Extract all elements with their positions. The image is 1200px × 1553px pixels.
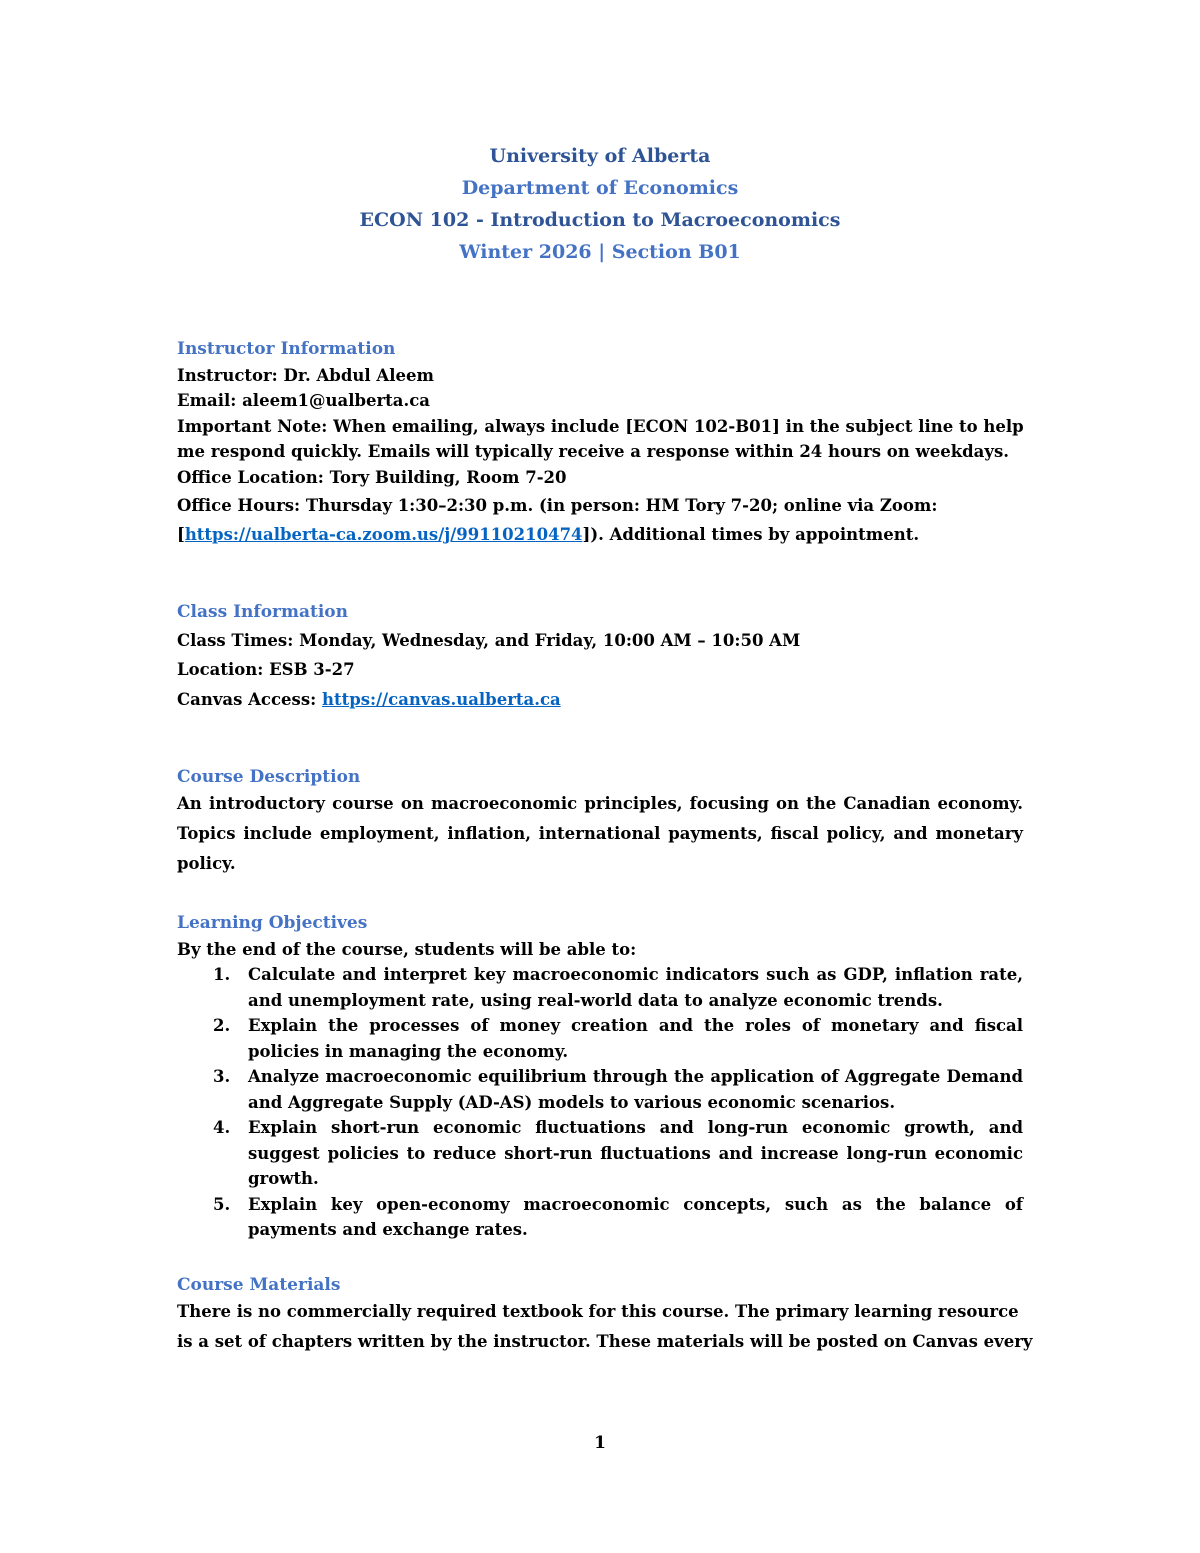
department-title: Department of Economics [461,177,739,199]
objectives-section [177,911,1023,1243]
objective-item [177,1192,1023,1243]
zoom-bracket-close: ]). Additional times by appointment. [582,524,920,544]
office-hours-line [177,493,1023,519]
materials-heading: Course Materials [177,1275,341,1295]
zoom-line [177,522,1023,548]
description-text: An introductory course on macroeconomic principles, focusing on the Canadian economy. Topics include employment, inflation, international payments, fiscal policy, and monetary policy. [177,793,1023,873]
class-info-section [177,600,1023,712]
objective-number: 1. [213,965,231,984]
objective-number: 3. [213,1067,231,1086]
objective-number: 4. [213,1118,231,1137]
materials-line-2: is a set of chapters written by the instructor. These materials will be posted on Canvas every [177,1331,1033,1351]
description-heading: Course Description [177,767,361,787]
class-info-heading: Class Information [177,602,348,622]
email-value: aleem1@ualberta.ca [242,391,430,410]
objective-item [177,962,1023,1013]
office-location-label: Office Location: [177,467,324,487]
description-section [177,765,1023,879]
objective-text: Analyze macroeconomic equilibrium through the application of Aggregate Demand and Aggregate Supply (AD-AS) models to various economic scenarios. [248,1067,1023,1112]
office-hours-value: Thursday 1:30–2:30 p.m. (in person: HM Tory 7-20; online via Zoom: [305,496,938,515]
class-times-value: Monday, Wednesday, and Friday, 10:00 AM – 10:50 AM [299,630,801,650]
objective-number: 5. [213,1194,231,1214]
instructor-heading: Instructor Information [177,339,396,359]
term-title: Winter 2026 | Section B01 [459,241,741,263]
page-number: 1 [594,1433,606,1453]
instructor-section [177,337,1023,547]
objective-text: Explain key open-economy macroeconomic concepts, such as the balance of payments and exchange rates. [248,1194,1023,1239]
canvas-link[interactable]: https://canvas.ualberta.ca [321,689,561,709]
objectives-heading: Learning Objectives [177,913,368,933]
office-location-line [177,465,1023,491]
materials-line-1: There is no commercially required textbook for this course. The primary learning resource [177,1301,1019,1321]
canvas-line [177,687,1023,713]
instructor-name: Dr. Abdul Aleem [283,365,434,385]
note-label: Important Note: [177,416,328,436]
objective-text: Explain the processes of money creation and the roles of monetary and fiscal policies in managing the economy. [248,1016,1023,1061]
materials-section [177,1273,1033,1357]
canvas-label: Canvas Access: [177,689,317,709]
note-line-2: me respond quickly. Emails will typically receive a response within 24 hours on weekdays. [177,442,1009,461]
location-label: Location: [177,660,264,679]
objective-number: 2. [213,1016,231,1035]
title-block [0,140,1200,268]
objective-text: Explain short-run economic fluctuations and long-run economic growth, and suggest policies to reduce short-run fluctuations and increase long-run economic growth. [248,1118,1023,1188]
location-line [177,657,1023,683]
class-times-line [177,628,1023,654]
zoom-link[interactable]: https://ualberta-ca.zoom.us/j/99110210474 [184,524,583,544]
email-label: Email: [177,391,237,410]
zoom-bracket-open: [ [177,524,185,544]
note-line-1 [177,414,1023,440]
note-text-1: When emailing, always include [ECON 102-B01] in the subject line to help [333,416,1024,436]
objective-item [177,1013,1023,1064]
location-value: ESB 3-27 [269,660,355,679]
objective-item [177,1064,1023,1115]
objective-text: Calculate and interpret key macroeconomic indicators such as GDP, inflation rate, and unemployment rate, using real-world data to analyze economic trends. [248,965,1023,1010]
objective-item [177,1115,1023,1192]
course-title: ECON 102 - Introduction to Macroeconomics [359,209,841,231]
instructor-label: Instructor: [177,365,278,385]
instructor-line [177,363,1023,389]
objectives-list [177,962,1023,1243]
office-location-value: Tory Building, Room 7-20 [329,467,567,487]
class-times-label: Class Times: [177,630,294,650]
objectives-intro: By the end of the course, students will be able to: [177,939,637,959]
office-hours-label: Office Hours: [177,496,301,515]
email-line [177,388,1023,414]
university-title: University of Alberta [489,145,711,167]
